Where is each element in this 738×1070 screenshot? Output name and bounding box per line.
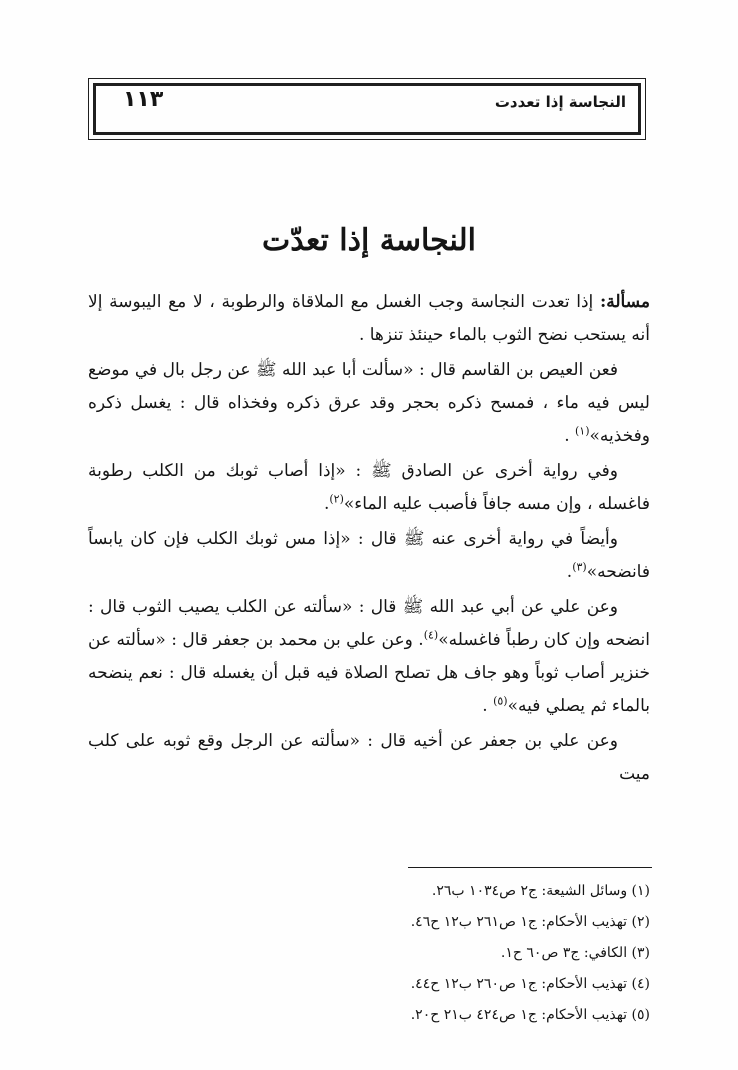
footnote-divider bbox=[408, 867, 652, 868]
page-number: ١١٣ bbox=[123, 87, 164, 112]
paragraph-end: . bbox=[564, 426, 575, 446]
paragraph-narration-2 bbox=[88, 455, 650, 521]
running-header-title: النجاسة إذا تعددت bbox=[494, 93, 626, 111]
paragraph-end: . bbox=[323, 494, 330, 514]
paragraph-issue bbox=[88, 286, 650, 352]
chapter-title: النجاسة إذا تعدّت bbox=[262, 223, 476, 258]
paragraph-middle: . وعن علي بن محمد بن جعفر قال : «سألته عن خنزير أصاب ثوباً وهو جاف هل تصلح الصلاة فيه قبل أن يغسله قال : نعم ينضحه بالماء ثم يصلي فيه» bbox=[88, 630, 650, 716]
paragraph-text: إذا تعدت النجاسة وجب الغسل مع الملاقاة والرطوبة ، لا مع اليبوسة إلا أنه يستحب نضح الثوب بالماء حينئذ تنزها . bbox=[88, 292, 650, 345]
paragraph-text: وفي رواية أخرى عن الصادق ﷺ : «إذا أصاب ثوبك من الكلب رطوبة فاغسله ، وإن مسه جافاً فأصبب عليه الماء» bbox=[88, 461, 650, 514]
footnote-4: (٤) تهذيب الأحكام: ج١ ص٢٦٠ ب١٢ ح٤٤. bbox=[410, 976, 650, 992]
footnote-reference-5: (٥) bbox=[493, 694, 508, 708]
paragraph-narration-3 bbox=[88, 523, 650, 589]
footnote-1: (١) وسائل الشيعة: ج٢ ص١٠٣٤ ب٢٦. bbox=[431, 883, 650, 899]
paragraph-text: وعن علي عن أبي عبد الله ﷺ قال : «سألته عن الكلب يصيب الثوب قال : انضحه وإن كان رطباً فاغسله» bbox=[88, 597, 650, 650]
paragraph-narration-5 bbox=[88, 725, 650, 791]
footnote-reference-3: (٣) bbox=[572, 560, 587, 574]
footnotes bbox=[88, 876, 650, 1031]
paragraph-text: فعن العيص بن القاسم قال : «سألت أبا عبد الله ﷺ عن رجل بال في موضع ليس فيه ماء ، فمسح ذكره بحجر وقد عرق ذكره وفخذاه قال : يغسل ذكره وفخذيه» bbox=[88, 360, 650, 446]
footnote-reference-1: (١) bbox=[575, 424, 590, 438]
paragraph-end: . bbox=[566, 562, 573, 582]
running-header bbox=[88, 78, 646, 140]
paragraph-narration-1 bbox=[88, 354, 650, 453]
paragraph-text: وأيضاً في رواية أخرى عنه ﷺ قال : «إذا مس ثوبك الكلب فإن كان يابساً فانضحه» bbox=[88, 529, 650, 582]
footnote-reference-2: (٢) bbox=[329, 492, 344, 506]
paragraph-narration-4 bbox=[88, 591, 650, 723]
footnote-5: (٥) تهذيب الأحكام: ج١ ص٤٢٤ ب٢١ ح٢٠. bbox=[410, 1007, 650, 1023]
paragraph-text: وعن علي بن جعفر عن أخيه قال : «سألته عن الرجل وقع ثوبه على كلب ميت bbox=[88, 731, 650, 784]
footnote-3: (٣) الكافي: ج٣ ص٦٠ ح١. bbox=[500, 945, 650, 961]
issue-label: مسألة: bbox=[599, 292, 650, 312]
footnote-2: (٢) تهذيب الأحكام: ج١ ص٢٦١ ب١٢ ح٤٦. bbox=[410, 914, 650, 930]
footnote-reference-4: (٤) bbox=[423, 628, 439, 642]
main-text bbox=[88, 286, 650, 793]
paragraph-end: . bbox=[482, 696, 494, 716]
